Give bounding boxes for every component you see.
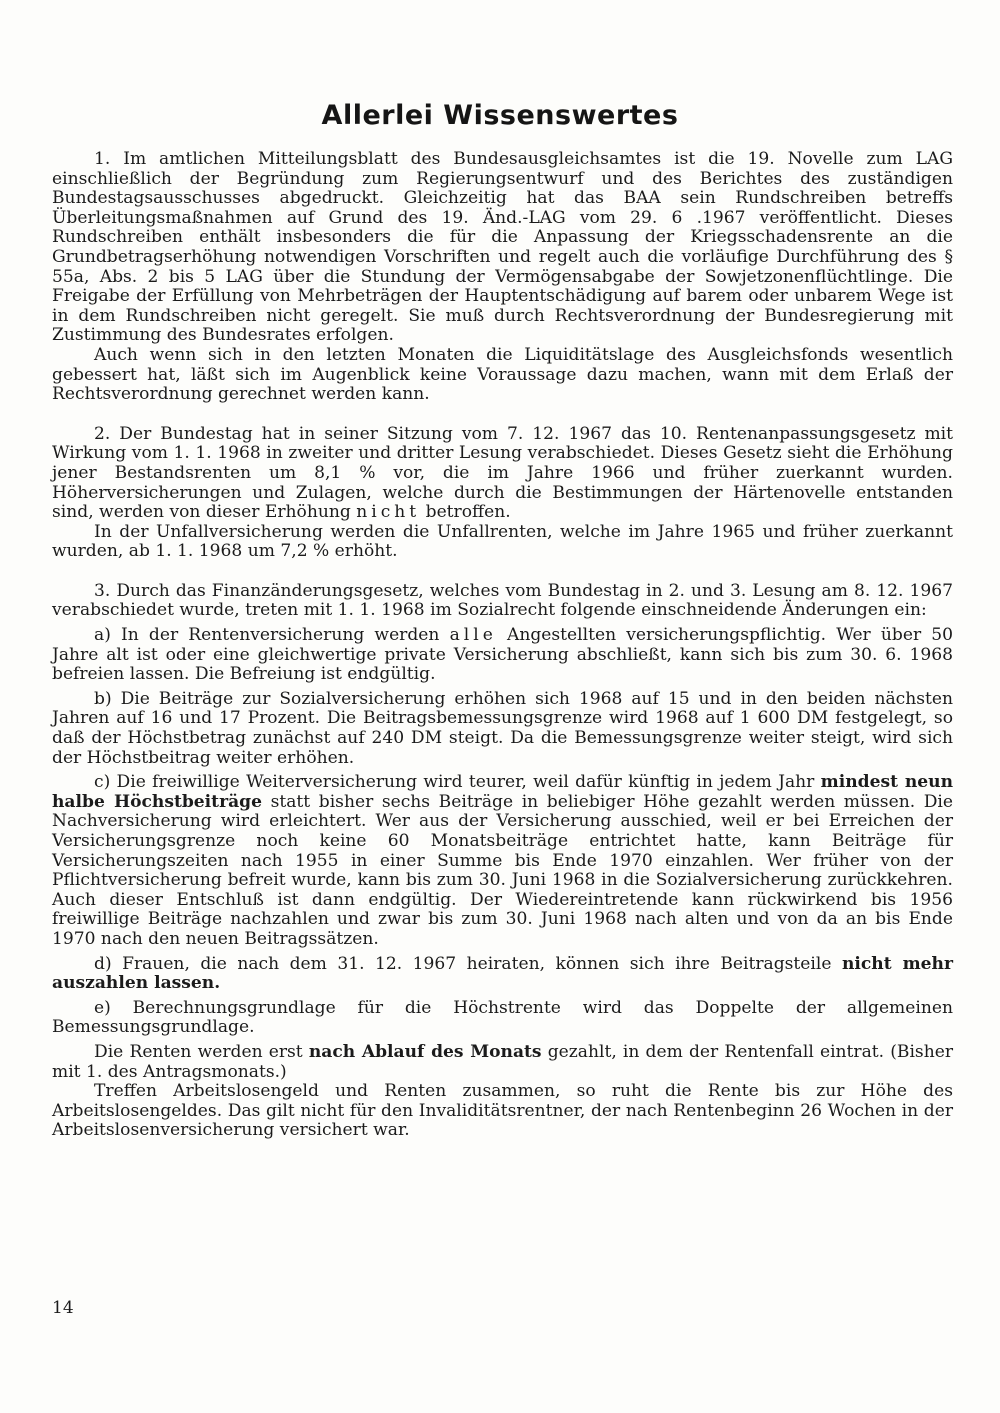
item-a-text-2: Angestellten versicherungspflichtig. Wer über 50 Jahre alt ist oder eine gleichwertige private Versicherung abschließt, kann sich bis zum 30. 6. 1968 befreien lassen. Die Befreiung ist endgültig. bbox=[52, 625, 954, 685]
item-f-text-2: gezahlt, in dem der Rentenfall eintrat. (Bisher mit 1. des Antragsmonats.) bbox=[52, 1041, 953, 1082]
section-3-item-a bbox=[52, 626, 953, 685]
section-2-paragraph-1 bbox=[52, 425, 953, 523]
item-d-bold: nicht mehr auszahlen lassen. bbox=[52, 953, 953, 994]
item-c-text-2: statt bisher sechs Beiträge in beliebiger Höhe gezahlt werden müssen. Die Nachversicherung wird erleichtert. Wer aus der Versicherung ausschied, weil er bei Erreichen der Versicherungsgrenze noch keine 60 Monatsbeiträge entrichtet hatte, kann Beiträge für Versicherungszeiten nach 1955 in einer Summe bis Ende 1970 einzahlen. Wer früher von der Pflichtversicherung befreit wurde, kann bis zum 30. Juni 1968 in die Sozialversicherung zurückkehren. Auch dieser Entschluß ist dann endgültig. Der Wiedereintretende kann rückwirkend bis 1956 freiwillige Beiträge nachzahlen und zwar bis zum 30. Juni 1968 nach alten und von da an bis Ende 1970 nach den neuen Beitragssätzen. bbox=[52, 791, 954, 949]
section-3-item-c bbox=[52, 773, 953, 949]
item-f-bold: nach Ablauf des Monats bbox=[308, 1041, 542, 1062]
section-2-text-a: 2. Der Bundestag hat in seiner Sitzung vom 7. 12. 1967 das 10. Rentenanpassungsgesetz mit Wirkung vom 1. 1. 1968 in zweiter und dritter Lesung verabschiedet. Dieses Gesetz sieht die Erhöhung jener Bestandsrenten um 8,1 % vor, die im Jahre 1966 und früher zuerkannt wurden. Höherversicherungen und Zulagen, welche durch die Bestimmungen der Härtenovelle entstanden sind, werden von dieser Erhöhung bbox=[52, 423, 953, 523]
section-2-emphasis: nicht bbox=[356, 502, 421, 523]
article-body bbox=[52, 150, 953, 1141]
item-c-bold: mindest neun halbe Höchstbeiträge bbox=[52, 772, 954, 812]
section-1-paragraph-2: Auch wenn sich in den letzten Monaten die Liquiditätslage des Ausgleichsfonds wesentlich gebessert hat, läßt sich im Augenblick keine Voraussage dazu machen, wann mit dem Erlaß der Rechtsverordnung gerechnet werden kann. bbox=[52, 344, 953, 405]
item-f-text-1: Die Renten werden erst bbox=[94, 1041, 303, 1062]
section-3-item-d bbox=[52, 955, 953, 994]
item-a-emphasis: alle bbox=[449, 625, 497, 646]
page-number: 14 bbox=[52, 1298, 74, 1318]
page-title: Allerlei Wissenswertes bbox=[321, 100, 679, 131]
section-3-item-b: b) Die Beiträge zur Sozialversicherung erhöhen sich 1968 auf 15 und in den beiden nächsten Jahren auf 16 und 17 Prozent. Die Beitragsbemessungsgrenze wird 1968 auf 1 600 DM festgelegt, so daß der Höchstbetrag zunächst auf 240 DM steigt. Da die Bemessungsgrenze weiter steigt, wird sich der Höchstbeitrag weiter erhöhen. bbox=[52, 688, 953, 768]
section-3-paragraph-g: Treffen Arbeitslosengeld und Renten zusammen, so ruht die Rente bis zur Höhe des Arbeitslosengeldes. Das gilt nicht für den Invaliditätsrentner, der nach Rentenbeginn 26 Wochen in der Arbeitslosenversicherung versichert war. bbox=[52, 1081, 953, 1141]
item-c-text-1: c) Die freiwillige Weiterversicherung wird teurer, weil dafür künftig in jedem Jahr bbox=[94, 772, 815, 793]
section-1-paragraph-1: 1. Im amtlichen Mitteilungsblatt des Bundesausgleichsamtes ist die 19. Novelle zum LAG einschließlich der Begründung zum Regierungsentwurf und des Berichtes des zuständigen Bundestagsausschusses abgedruckt. Gleichzeitig hat das BAA sein Rundschreiben betreffs Überleitungsmaßnahmen auf Grund des 19. Änd.-LAG vom 29. 6 .1967 veröffentlicht. Dieses Rundschreiben enthält insbesonders die für die Anpassung der Kriegsschadensrente an die Grundbetragserhöhung notwendigen Vorschriften und regelt auch die vorläufige Durchführung des § 55a, Abs. 2 bis 5 LAG über die Stundung der Vermögensabgabe der Sowjetzonenflüchtlinge. Die Freigabe der Erfüllung von Mehrbeträgen der Hauptentschädigung auf barem oder unbarem Wege ist in dem Rundschreiben nicht geregelt. Sie muß durch Rechtsverordnung der Bundesregierung mit Zustimmung des Bundesrates erfolgen. bbox=[52, 149, 953, 346]
section-3-intro: 3. Durch das Finanzänderungsgesetz, welches vom Bundestag in 2. und 3. Lesung am 8. 12. 1967 verabschiedet wurde, treten mit 1. 1. 1968 im Sozialrecht folgende einschneidende Änderungen ein: bbox=[52, 580, 953, 621]
section-3-item-e: e) Berechnungsgrundlage für die Höchstrente wird das Doppelte der allgemeinen Bemessungsgrundlage. bbox=[52, 997, 953, 1038]
section-2-paragraph-2: In der Unfallversicherung werden die Unfallrenten, welche im Jahre 1965 und früher zuerkannt wurden, ab 1. 1. 1968 um 7,2 % erhöht. bbox=[52, 521, 953, 562]
item-a-text-1: a) In der Rentenversicherung werden bbox=[94, 625, 440, 646]
section-3-paragraph-f bbox=[52, 1043, 953, 1082]
item-d-text-1: d) Frauen, die nach dem 31. 12. 1967 heiraten, können sich ihre Beitragsteile bbox=[94, 953, 832, 974]
section-2-text-b: betroffen. bbox=[425, 502, 511, 523]
